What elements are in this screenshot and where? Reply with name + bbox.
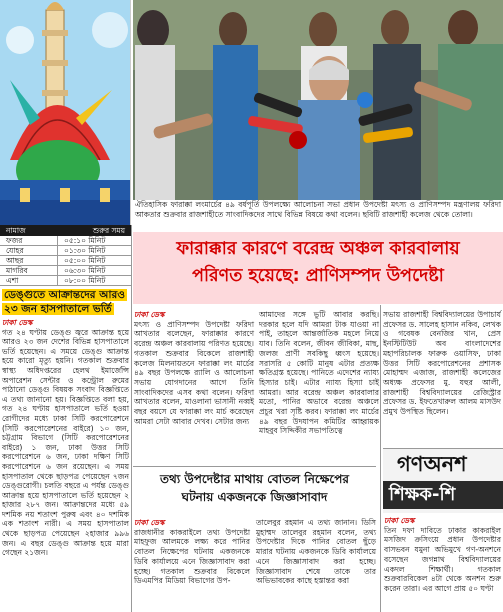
main-story-column-3 [383, 310, 501, 417]
main-story-text-3: সভায় রাজশাহী বিশ্ববিদ্যালয়ের উপাচার্য প্রফেসর ড. সালেহ হাসান নকিব, লেখক ও গবেষক বেনজির খান, প্রেস ইনস্টিটিউট অব বাংলাদেশের মহাপরিচালক ফারুক ওয়াসিফ, ঢাকা উত্তর সিটি করপোরেশনের প্রশাসক মোহাম্মদ এজাজ, রাজশাহী কলেজের অধ্যক্ষ প্রফেসর মু. যহুর আলী, রাজশাহী বিশ্ববিদ্যালয়ের রেজিস্ট্রার প্রফেসর ড. ইফতেখারুল আলম মাসউদ প্রমুখ উপস্থিত ছিলেন। [383, 310, 501, 417]
mosque-illustration [0, 0, 131, 225]
press-conference-photo [133, 0, 503, 200]
news-photo [133, 0, 503, 200]
main-story-column-2 [259, 310, 379, 436]
prayer-row [0, 236, 131, 246]
prayer-times-table [0, 225, 131, 286]
prayer-name: যোহর [0, 246, 58, 255]
prayer-name: ফজর [0, 236, 58, 245]
second-story-column-2 [256, 518, 376, 586]
second-story-text-1: রাজধানীর কাকরাইলে তথ্য উপদেষ্টা মাহফুজ আলমকে লক্ষ্য করে পানির বোতল নিক্ষেপের ঘটনায় একজনকে ডিবি কার্যালয়ে এনে জিজ্ঞাসাবাদ করা হচ্ছে। গতকাল শুক্রবার বিকেলে ডিএমপির মিডিয়া বিভাগের উপ- [134, 527, 250, 586]
main-headline-line1: ফারাক্কার কারণে বরেন্দ্র অঞ্চল কারবালায় [176, 239, 460, 259]
dengue-headline [2, 288, 128, 316]
column-divider [131, 225, 132, 612]
prayer-name: মাগরিব [0, 266, 58, 275]
second-headline-line2: ঘটনায় একজনকে জিজ্ঞাসাবাদ [181, 490, 328, 504]
main-headline [133, 232, 503, 304]
prayer-row [0, 246, 131, 256]
main-headline-line2: পরিণত হয়েছে: প্রাণিসম্পদ উপদেষ্টা [192, 266, 444, 286]
dengue-desk: ঢাকা ডেস্ক [2, 318, 33, 327]
dengue-headline-line2: ২৩ জন হাসপাতালে ভর্তি [4, 303, 112, 315]
main-story-text-1: মৎস্য ও প্রাণিসম্পদ উপদেষ্টা ফরিদা আখতার বলেছেন, ফারাক্কার কারণে বরেন্দ্র অঞ্চল কারবালায় পরিণত হয়েছে। গতকাল শুক্রবার বিকেলে রাজশাহী কলেজ মিলনায়তনে ফারাক্কা লং মার্চের ৪৯ বছর উপলক্ষে র‌্যালি ও আলোচনা সভায় যোগদানের আগে তিনি সাংবাদিকদের এসব কথা বলেন। ফরিদা আখতার বলেন, মাওলানা ভাসানী নব্বই বছর বয়সে যে ফারাক্কা লং মার্চ করেছেন আমরা সেটা আবার দেখব। সেটার জন্য [134, 319, 254, 426]
right-story-desk: ঢাকা ডেস্ক [384, 516, 415, 525]
main-story-desk: ঢাকা ডেস্ক [134, 310, 165, 319]
second-story-text-2: তালেবুর রহমান এ তথ্য জানান। ডিসি মুহাম্মদ তালেবুর রহমান বলেন, তথ্য উপদেষ্টার দিকে পানির বোতল ছুঁড়ে মারার ঘটনায় একজনকে ডিবি কার্যালয়ে এনে জিজ্ঞাসাবাদ করা হচ্ছে। জিজ্ঞাসাবাদ শেষে তাকে তার অভিভাবকের কাছে হস্তান্তর করা [256, 518, 376, 586]
photo-caption: ঐতিহাসিক ফারাক্কা লংমার্চের ৪৯ বর্ষপূর্তি উপলক্ষ্যে আলোচনা সভা প্রধান উপদেষ্টা মৎস্য ও প্রাণিসম্পদ মন্ত্রণালয় ফরিদা আকতার শুক্রবার রাজশাহীতে সাংবাদিকদের সাথে বিভিন্ন বিষয়ে কথা বলেন। ছবিটি রাজশাহী কলেজ থেকে তোলা। [135, 200, 501, 219]
prayer-table-header [0, 225, 131, 236]
main-story-text-2: আমাদের সঙ্গে ভুটি আবার করছি। দরকার হলে যদি আমরা টাক যাওয়া না পাই, তাহলে আন্তর্জাতিক মহলে নিয়ে যাব। তিনি বলেন, জীবন জীবিকা, মাছ, জলজ প্রাণী সবকিছু ধ্বংস হয়েছে। সরাসরি ৫ কোটি মানুষ এটার প্রত্যক্ষ ক্ষতিগ্রস্ত হয়েছে। পানিতে এদেশের ন্যায্য হিস্যার চাই। এটার ন্যায্য হিস্যা চাই আমরা। আর বরেন্দ্র অঞ্চল কারবালার মতো, পানির অভাবে বরেন্দ্র অঞ্চলে প্রচুর খরা সৃষ্টি করব। ফারাক্কা লং মার্চের ৪৯ বছর উদযাপন কমিটির আহ্বায়ক মাহবুব সিদ্দিকীর সভাপতিত্বে [259, 310, 379, 436]
prayer-time: ০৬:৩০ মিনিট [64, 266, 106, 275]
prayer-row [0, 276, 131, 286]
second-story-desk: ঢাকা ডেস্ক [134, 518, 165, 527]
main-story-column-1 [134, 310, 254, 426]
prayer-header-name: নামাজ [6, 226, 26, 235]
second-story-column-1 [134, 518, 250, 586]
mosque-icon [0, 0, 131, 225]
prayer-time: ০৫:১০ মিনিট [64, 236, 106, 245]
dengue-headline-line1: ডেঙ্গুতে আক্রান্তদের আরও [4, 289, 125, 301]
right-headline-line2: শিক্ষক-শি [383, 481, 503, 509]
right-headline [383, 448, 503, 513]
prayer-header-time: শুরুর সময় [92, 226, 125, 235]
column-divider [380, 305, 381, 612]
prayer-row [0, 266, 131, 276]
prayer-name: এশা [0, 276, 58, 285]
second-headline [133, 466, 376, 506]
right-headline-line1: গণঅনশ [397, 452, 467, 476]
prayer-time: ০৮:০০ মিনিট [64, 276, 106, 285]
prayer-name: আছর [0, 256, 58, 265]
prayer-row [0, 256, 131, 266]
prayer-time: ০৫:০০ মিনিট [64, 256, 106, 265]
second-headline-line1: তথ্য উপদেষ্টার মাথায় বোতল নিক্ষেপের [159, 472, 349, 486]
right-story-column [384, 516, 501, 594]
dengue-article [2, 318, 129, 558]
prayer-time: ০১:৩০ মিনিট [64, 246, 106, 255]
dengue-body: গত ২৪ ঘণ্টায় ডেঙ্গু জ্বরে আক্রান্ত হয়ে আরও ২৩ জন দেশের বিভিন্ন হাসপাতালে ভর্তি হয়েছেন। এ সময়ে ডেঙ্গু আক্রান্ত হয়ে কারো মৃত্যু হয়নি। গতকাল শুক্রবার স্বাস্থ্য অধিদপ্তরের হেলথ ইমার্জেন্সি অপারেশন সেন্টার ও কন্ট্রোল রুমের পাঠানো ডেঙ্গু বিষয়ক সংবাদ বিজ্ঞপ্তিতে এ তথ্য জানানো হয়। বিজ্ঞপ্তিতে বলা হয়, গত ২৪ ঘণ্টায় হাসপাতালে ভর্তি হওয়া রোগীদের মধ্যে ঢাকা সিটি করপোরেশনে (সিটি করপোরেশনের বাইরে) ১০ জন, চট্টগ্রাম বিভাগে (সিটি করপোরেশনের বাইরে) ১ জন, ঢাকা উত্তর সিটি করপোরেশনে ৬ জন, ঢাকা দক্ষিণ সিটি করপোরেশনে ৬ জন রয়েছেন। এ সময় হাসপাতাল থেকে ছাড়পত্র পেয়েছেন ৭জন ডেঙ্গুরোগী। চলতি বছরে এ পর্যন্ত ডেঙ্গু আক্রান্ত হয়ে হাসপাতালে ভর্তি হয়েছেন ২ হাজার ২৮৭ জন। আক্রান্তদের মধ্যে ৫৯ দশমিক নয় শতাংশ পুরুষ এবং ৪০ দশমিক এক শতাংশ নারী। এ সময় হাসপাতাল থেকে ছাড়পত্র পেয়েছেন ২হাজার ৯৯৬ জন। এ বছর ডেঙ্গু আক্রান্ত হয়ে মারা গেছেন ২১জন। [2, 327, 129, 558]
right-story-text: তিন দফা দাবিতে ঢাকার কাকরাইল মসজিদ ক্রসিংয়ে প্রধান উপদেষ্টার বাসভবন যমুনা অভিমুখে গণ-অনশনে বসেছেন জগন্নাথ বিশ্ববিদ্যালয়ের একদল শিক্ষার্থী। গতকাল শুক্রবারবিকেল ৪টা থেকে অনশন শুরু করেন তারা। এর আগে প্রায় ৫০ ঘণ্টা [384, 525, 501, 593]
